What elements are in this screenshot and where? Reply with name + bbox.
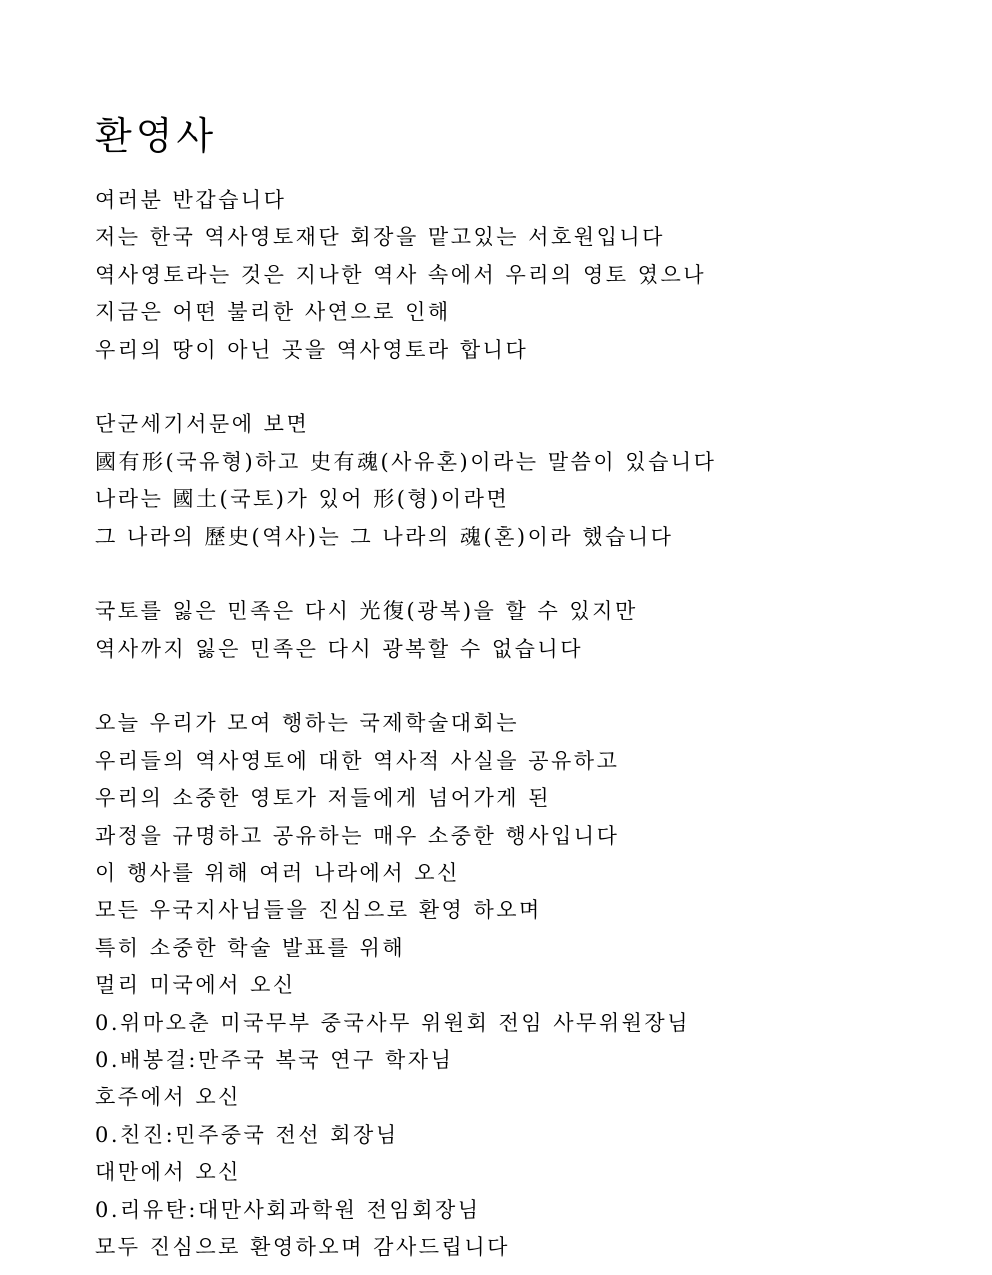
- text-line: 그 나라의 歷史(역사)는 그 나라의 魂(혼)이라 했습니다: [95, 524, 674, 549]
- text-line: 0.배봉걸:만주국 복국 연구 학자님: [95, 1047, 454, 1072]
- text-line: 우리의 소중한 영토가 저들에게 넘어가게 된: [95, 786, 552, 811]
- text-line: 0.친진:민주중국 전선 회장님: [95, 1122, 399, 1147]
- page-title: 환영사: [95, 114, 218, 158]
- text-line: 과정을 규명하고 공유하는 매우 소중한 행사입니다: [95, 823, 620, 848]
- text-line: 멀리 미국에서 오신: [95, 973, 296, 998]
- text-line: 여러분 반갑습니다: [95, 188, 287, 212]
- paragraph-3: [95, 593, 955, 668]
- text-line: 우리의 땅이 아닌 곳을 역사영토라 합니다: [95, 337, 529, 362]
- paragraph-spacer: [95, 556, 955, 593]
- text-line: 나라는 國土(국토)가 있어 形(형)이라면: [95, 487, 510, 512]
- paragraph-1: [95, 182, 955, 369]
- document-page: [95, 110, 955, 1266]
- text-line: 國有形(국유형)하고 史有魂(사유혼)이라는 말씀이 있습니다: [95, 449, 717, 474]
- paragraph-spacer: [95, 369, 955, 406]
- text-line: 단군세기서문에 보면: [95, 412, 310, 437]
- text-line: 이 행사를 위해 여러 나라에서 오신: [95, 861, 460, 886]
- text-line: 지금은 어떤 불리한 사연으로 인해: [95, 300, 451, 325]
- text-line: 우리들의 역사영토에 대한 역사적 사실을 공유하고: [95, 748, 620, 773]
- text-line: 저는 한국 역사영토재단 회장을 맡고있는 서호원입니다: [95, 225, 665, 250]
- text-line: 0.위마오춘 미국무부 중국사무 위원회 전임 사무위원장님: [95, 1010, 690, 1035]
- text-line: 모든 우국지사님들을 진심으로 환영 하오며: [95, 898, 542, 923]
- paragraph-4: [95, 705, 955, 1266]
- text-line: 0.리유탄:대만사회과학원 전임회장님: [95, 1197, 481, 1222]
- text-line: 역사영토라는 것은 지나한 역사 속에서 우리의 영토 였으나: [95, 262, 707, 287]
- text-line: 대만에서 오신: [95, 1160, 241, 1185]
- text-line: 모두 진심으로 환영하오며 감사드립니다: [95, 1234, 510, 1259]
- text-line: 오늘 우리가 모여 행하는 국제학술대회는: [95, 711, 520, 736]
- text-line: 국토를 잃은 민족은 다시 光復(광복)을 할 수 있지만: [95, 599, 638, 624]
- paragraph-spacer: [95, 668, 955, 705]
- text-line: 특히 소중한 학술 발표를 위해: [95, 935, 406, 960]
- text-line: 역사까지 잃은 민족은 다시 광복할 수 없습니다: [95, 636, 583, 661]
- text-line: 호주에서 오신: [95, 1085, 241, 1110]
- paragraph-2: [95, 406, 955, 556]
